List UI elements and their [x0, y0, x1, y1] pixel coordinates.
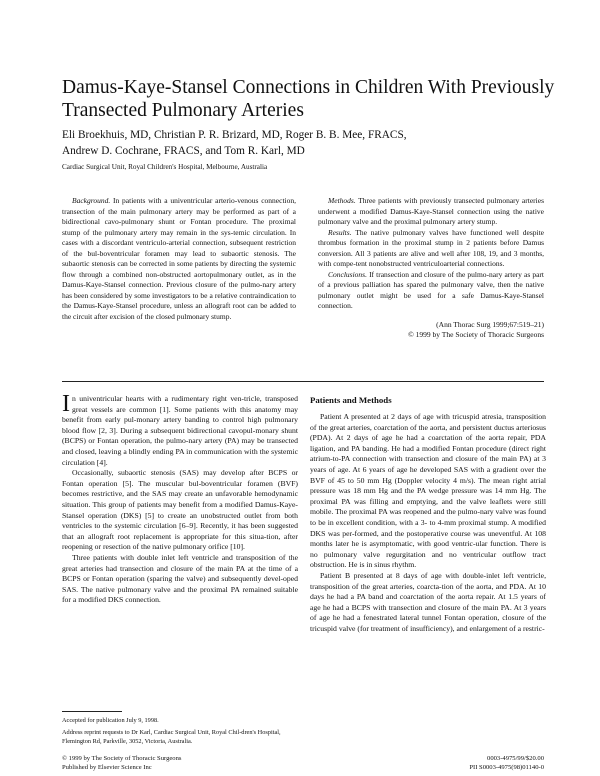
abstract-left-column	[62, 196, 296, 322]
abstract-copyright: © 1999 by The Society of Thoracic Surgeons	[408, 330, 544, 339]
footer-pii: PII S0003-4975(98)01140-0	[469, 763, 544, 771]
intro-paragraph-1-text: n univentricular hearts with a rudimentary right ven-tricle, transposed great vessels are common [1]. Some patients with this anatomy may benefit from early pul-monary artery banding to control high pulmonary blood flow [2, 3]. During a subsequent bidirectional cavopul-monary shunt (BCPS) or Fontan operation, the pulmo-nary artery (PA) may be transected and closed, leaving a blindly ending PA in communication with the systemic circulation [4].	[62, 394, 298, 467]
background-text: In patients with a univentricular arterio-venous connection, transection of the main pulmonary artery may be performed as part of a bidirectional cavo-pulmonary shunt or Fontan procedure. The proximal stump of the pulmonary artery may remain in the sys-temic circulation. In cases with a discordant ventriculo-arterial connection, subsequent restriction of the bul-boventricular foramen may lead to subaortic stenosis. The subaortic stenosis can be corrected in some patients by directing the systemic flow through a combined non-obstructed aortopulmonary outlet, as in the Damus-Kaye-Stansel connection. Previous closure of the pulmo-nary artery has been considered by some investigators to be a relative contraindication to the Damus-Kaye-Stansel procedure, unless an allograft root can be added to the circuit after excision of the closed pulmonary stump.	[62, 196, 296, 321]
affiliation: Cardiac Surgical Unit, Royal Children's Hospital, Melbourne, Australia	[62, 163, 268, 171]
intro-paragraph-2: Occasionally, subaortic stenosis (SAS) may develop after BCPS or Fontan operation [5]. The muscular bul-boventricular foramen (BVF) becomes restrictive, and the SAS may create an unfavorable hemodynamic situation. This group of patients may benefit from a modified Damus-Kaye-Stansel operation (DKS) [5] to create an unobstructed outlet from both ventricles to the systemic circulation [6–9]. Recently, it has been suggested that an allograft root replacement is appropriate for this situa-tion, after reopening or resection of the native pulmonary orifice [10].	[62, 468, 298, 552]
abstract-conclusions	[318, 270, 544, 312]
patient-a-paragraph: Patient A presented at 2 days of age with tricuspid atresia, transposition of the great arteries, coarctation of the aorta, and persistent ductus arteriosus (PDA). At 2 days of age he had a coarctation of the aorta repair, PDA ligation, and PA banding. He had a modified Fontan procedure (direct right atrium-to-PA connection with transection and closure of the main PA) at 3 years of age. At 6 years of age he developed SAS with a gradient over the BVF of 45 to 50 mm Hg (Doppler velocity 4 m/s). The mean right atrial pressure was 18 mm Hg and the PA wedge pressure was 14 mm Hg. The proximal PA was filling and emptying, and the valve leaflets were still mobile. The proximal PA was reopened and the pulmo-nary valve was found to be in excellent condition, with a 3- to 4-mm proximal stump. A modified DKS was per-formed, and the postoperative course was uneventful. At 108 months later he is asymptomatic, with good ventric-ular function. There is no pulmonary valve regurgitation and no ventricular outflow tract obstruction. He is in sinus rhythm.	[310, 412, 546, 570]
abstract-methods	[318, 196, 544, 228]
article-title: Damus-Kaye-Stansel Connections in Children With Previously Transected Pulmonary Arteries	[62, 77, 555, 121]
reprint-note: Address reprint requests to Dr Karl, Cardiac Surgical Unit, Royal Chil-dren's Hospital, Flemington Rd, Parkville, 3052, Victoria, Australia.	[62, 729, 281, 745]
accepted-note: Accepted for publication July 9, 1998.	[62, 717, 159, 724]
section-heading: Patients and Methods	[310, 395, 392, 405]
footer-issn: 0003-4975/99/$20.00	[487, 755, 544, 762]
conclusions-text: If transection and closure of the pulmo-nary artery as part of a previous palliation has spared the pulmonary valve, then the native pulmonary outlet might be used for a safe Damus-Kaye-Stansel connection.	[318, 269, 545, 310]
journal-citation	[318, 320, 544, 341]
footnotes	[62, 716, 298, 749]
footnote-divider	[62, 711, 122, 712]
footer-copyright: © 1999 by The Society of Thoracic Surgeons	[62, 755, 182, 762]
body-right-column	[310, 394, 546, 634]
abstract-background	[62, 196, 296, 322]
body-left-column	[62, 391, 298, 606]
page-footer-left	[62, 755, 181, 773]
author-list	[62, 128, 562, 159]
methods-text: Three patients with previously transected pulmonary arteries underwent a modified Damus-Kaye-Stansel connection using the native pulmonary valve and the proximal pulmonary artery stump.	[318, 196, 544, 226]
drop-cap: I	[62, 391, 70, 417]
citation-text: (Ann Thorac Surg 1999;67:519–21)	[436, 319, 544, 329]
page-footer-right	[404, 755, 544, 773]
intro-paragraph-1	[62, 391, 298, 468]
intro-paragraph-3: Three patients with double inlet left ventricle and transposition of the great arteries had transection and closure of the main PA at the time of a BCPS or Fontan operation (sparing the valve) and subsequently devel-oped SAS. The native pulmonary valve and the proximal PA remained suitable for a modified DKS connection.	[62, 552, 298, 605]
results-label: Results.	[328, 227, 352, 237]
footer-publisher: Published by Elsevier Science Inc	[62, 763, 152, 771]
patient-b-paragraph: Patient B presented at 8 days of age with double-inlet left ventricle, transposition of the great arteries, coarcta-tion of the aorta, and PDA. At 10 days he had a PA band and coarctation of the aorta repair. At 1.5 years of age he had a BCPS with transection and closure of the main PA. At 3 years of age he had a fenestrated lateral tunnel Fontan operation, closure of the tricuspid valve (for treatment of insufficiency), and enlargement of a restric-	[310, 570, 546, 633]
abstract-results	[318, 228, 544, 270]
authors-line-1: Eli Broekhuis, MD, Christian P. R. Brizard, MD, Roger B. B. Mee, FRACS,	[62, 129, 407, 141]
background-label: Background.	[72, 196, 111, 205]
abstract-divider	[62, 381, 544, 382]
authors-line-2: Andrew D. Cochrane, FRACS, and Tom R. Karl, MD	[62, 144, 305, 157]
conclusions-label: Conclusions.	[328, 269, 367, 279]
methods-label: Methods.	[328, 196, 356, 205]
results-text: The native pulmonary valves have functioned well despite thrombus formation in the proximal stump in 2 patients before Damus conversion. All 3 patients are alive and well after 108, 19, and 3 months, with compe-tent nonobstructed ventriculoarterial connections.	[318, 227, 544, 268]
abstract-right-column	[318, 196, 544, 341]
